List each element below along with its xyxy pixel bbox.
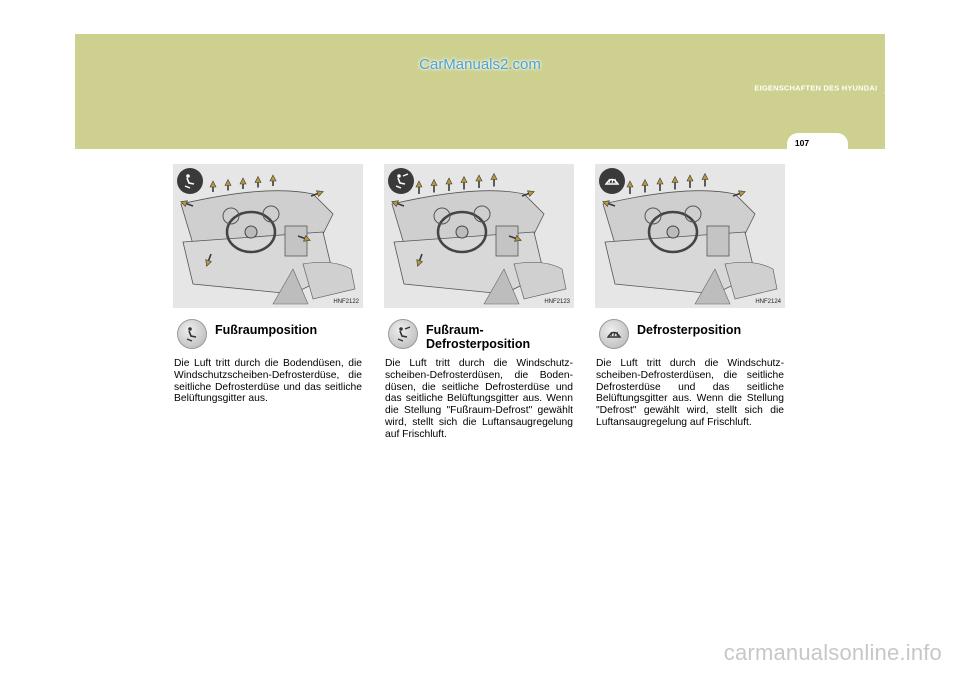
mode-icon-badge [177, 168, 203, 194]
chapter-title: EIGENSCHAFTEN DES HYUNDAI [754, 83, 878, 93]
defrost-air-line [403, 174, 408, 176]
person-body [398, 178, 405, 184]
mode-icon-badge [599, 168, 625, 194]
person-body [187, 178, 194, 184]
chapter-label [754, 76, 895, 100]
page-number: 107 [794, 138, 810, 148]
badge-glyph [185, 174, 194, 188]
badge-glyph [606, 179, 618, 184]
section-title: Fußraumposition [215, 323, 318, 337]
heat-wave [617, 332, 618, 336]
heat-wave [614, 332, 615, 336]
section-defrost-position [595, 164, 785, 429]
heat-wave [612, 179, 613, 183]
foot-defrost-mode-icon [388, 319, 418, 349]
center-console [707, 226, 729, 256]
person-head [397, 174, 401, 178]
person-head [399, 327, 403, 331]
dashboard-figure [173, 164, 363, 308]
watermark-bottom: carmanualsonline.info [723, 640, 942, 665]
mode-icon-badge [388, 168, 414, 194]
section-text: Die Luft tritt durch die Windschutz-scheiben-Defrosterdüsen, die seitliche Defrosterdüse und das seitliche Belüftungsgitter aus. Wenn die Stellung "Defrost" gewählt wird, stellt sich die Luftansaugregelung auf Frischluft. [596, 358, 784, 428]
dashboard-figure [595, 164, 785, 308]
person-head [188, 327, 192, 331]
floor-air-line [396, 186, 401, 188]
watermark-top: CarManuals2.com [419, 56, 541, 73]
dashboard-figure [384, 164, 574, 308]
floor-air-line [187, 339, 192, 341]
foot-mode-icon [177, 319, 207, 349]
floor-air-line [185, 186, 190, 188]
heat-wave [611, 332, 612, 336]
defrost-mode-icon [599, 168, 625, 194]
section-text: Die Luft tritt durch die Bodendüsen, die Windschutzscheiben-Defrosterdüse, die seitliche Defrosterdüse und das seitliche Belüftungsgitter aus. [174, 358, 362, 405]
steering-hub [456, 226, 468, 238]
section-foot-defrost-position [384, 164, 574, 441]
figure-code: HNF2122 [333, 299, 359, 305]
foot-mode-icon [177, 168, 203, 194]
badge-glyph [396, 174, 408, 188]
heat-wave [615, 179, 616, 183]
section-text: Die Luft tritt durch die Windschutz-scheiben-Defrosterdüsen, die Boden-düsen, die seitliche Defrosterdüse und das seitliche Belüftungsgitter aus. Wenn die Stellung "Fußraum-Defrost" gewählt wird, stellt sich die Luftansaugregelung auf Frischluft. [385, 358, 573, 440]
defrost-mode-icon [599, 319, 629, 349]
person-head [186, 174, 190, 178]
heat-wave [609, 179, 610, 183]
chapter-number: 1 [883, 76, 895, 99]
figure-code: HNF2123 [544, 299, 570, 305]
section-foot-position [173, 164, 363, 405]
defrost-air-line [405, 327, 410, 329]
section-title: Defrosterposition [637, 323, 742, 337]
floor-air-line [398, 339, 403, 341]
steering-hub [667, 226, 679, 238]
foot-defrost-mode-icon [388, 168, 414, 194]
steering-hub [245, 226, 257, 238]
person-body [400, 331, 407, 337]
person-body [189, 331, 196, 337]
section-title: Fußraum- Defrosterposition [426, 323, 531, 351]
figure-code: HNF2124 [755, 299, 781, 305]
